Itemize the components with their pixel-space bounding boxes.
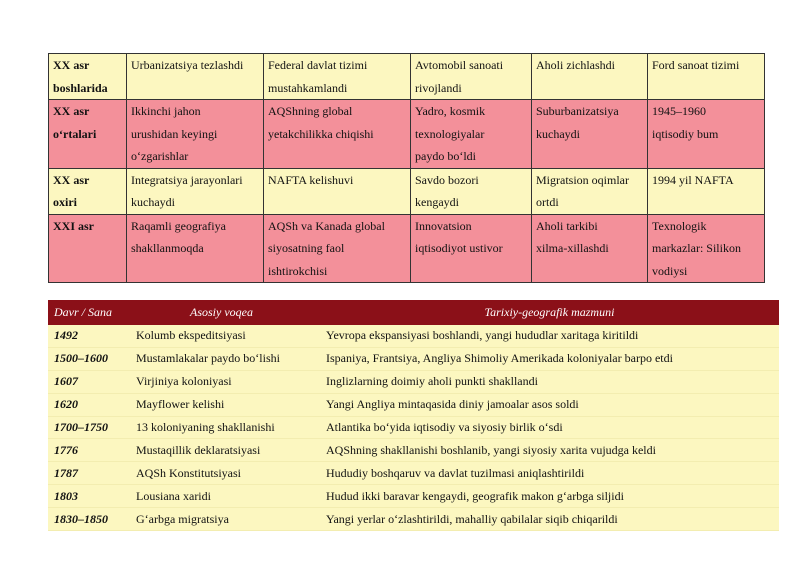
timeline-content: Ispaniya, Frantsiya, Angliya Shimoliy Amerikada koloniyalar barpo etdi (320, 347, 779, 370)
periods-table (48, 53, 765, 283)
period-cell-line: Ford sanoat tizimi (652, 58, 740, 72)
timeline-content: Hudud ikki baravar kengaydi, geografik makon gʻarbga siljidi (320, 485, 779, 508)
timeline-event: AQSh Konstitutsiyasi (130, 462, 320, 485)
period-cell-line: kuchaydi (536, 126, 580, 141)
period-cell-line: iqtisodiy bum (652, 126, 719, 141)
timeline-event: Mustaqillik deklaratsiyasi (130, 439, 320, 462)
period-cell-line: Aholi zichlashdi (536, 58, 615, 72)
period-cell-line: Migratsion oqimlar (536, 172, 629, 187)
period-cell (532, 54, 648, 100)
timeline-event: Kolumb ekspeditsiyasi (130, 325, 320, 347)
timeline-content: Yevropa ekspansiyasi boshlandi, yangi hududlar xaritaga kiritildi (320, 325, 779, 347)
timeline-event: Mayflower kelishi (130, 393, 320, 416)
timeline-event: Gʻarbga migratsiya (130, 508, 320, 531)
timeline-date: 1803 (48, 485, 130, 508)
period-cell (264, 54, 411, 100)
period-cell-line: ortdi (536, 195, 559, 209)
period-label-line: XX asr (53, 58, 90, 72)
period-row (49, 168, 765, 214)
period-cell-line: rivojlandi (415, 80, 462, 95)
period-cell-line: Texnologik (652, 218, 707, 233)
timeline-row (48, 370, 779, 393)
period-cell (127, 214, 264, 283)
period-label (49, 100, 127, 169)
timeline-date: 1500–1600 (48, 347, 130, 370)
timeline-header-row (48, 300, 779, 325)
timeline-event: Mustamlakalar paydo boʻlishi (130, 347, 320, 370)
timeline-table (48, 300, 779, 531)
timeline-content: Atlantika boʻyida iqtisodiy va siyosiy birlik oʻsdi (320, 416, 779, 439)
timeline-event: Lousiana xaridi (130, 485, 320, 508)
timeline-row (48, 416, 779, 439)
period-cell-line: Urbanizatsiya tezlashdi (131, 58, 244, 72)
period-cell (411, 168, 532, 214)
period-cell-line: markazlar: Silikon (652, 241, 741, 255)
period-cell (648, 100, 765, 169)
period-label (49, 54, 127, 100)
period-cell-line: texnologiyalar (415, 126, 485, 141)
period-cell (648, 54, 765, 100)
period-cell (127, 100, 264, 169)
period-cell-line: Savdo bozori (415, 172, 479, 187)
period-row (49, 100, 765, 169)
header-date: Davr / Sana (48, 300, 130, 325)
period-label-line: oxiri (53, 195, 77, 209)
period-cell (532, 100, 648, 169)
timeline-table-body (48, 325, 779, 531)
timeline-row (48, 325, 779, 347)
period-label (49, 214, 127, 283)
period-cell-line: AQSh va Kanada global (268, 218, 385, 233)
timeline-date: 1776 (48, 439, 130, 462)
header-content: Tarixiy-geografik mazmuni (320, 300, 779, 325)
period-cell-line: shakllanmoqda (131, 241, 204, 255)
period-cell-line: Innovatsion (415, 218, 472, 233)
period-cell (127, 168, 264, 214)
timeline-row (48, 439, 779, 462)
period-label-line: XXI asr (53, 218, 94, 233)
period-label-line: boshlarida (53, 80, 108, 95)
period-cell-line: Aholi tarkibi (536, 218, 598, 233)
timeline-row (48, 508, 779, 531)
period-cell-line: mustahkamlandi (268, 80, 348, 95)
period-cell-line: paydo boʻldi (415, 149, 476, 163)
period-cell-line: 1994 yil NAFTA (652, 172, 734, 187)
period-cell-line: siyosatning faol (268, 241, 345, 255)
timeline-event: Virjiniya koloniyasi (130, 370, 320, 393)
period-cell-line: 1945–1960 (652, 104, 706, 118)
period-label-line: oʻrtalari (53, 126, 97, 141)
timeline-row (48, 347, 779, 370)
timeline-date: 1830–1850 (48, 508, 130, 531)
period-cell (127, 54, 264, 100)
period-cell (648, 214, 765, 283)
period-cell-line: NAFTA kelishuvi (268, 172, 354, 187)
period-cell-line: Federal davlat tizimi (268, 58, 368, 72)
period-cell-line: oʻzgarishlar (131, 149, 189, 163)
timeline-content: Inglizlarning doimiy aholi punkti shakllandi (320, 370, 779, 393)
period-cell-line: vodiysi (652, 263, 688, 278)
timeline-row (48, 393, 779, 416)
header-event: Asosiy voqea (130, 300, 320, 325)
period-cell-line: Yadro, kosmik (415, 104, 486, 118)
period-cell (532, 168, 648, 214)
period-cell (411, 100, 532, 169)
period-cell-line: AQShning global (268, 104, 353, 118)
period-cell-line: Ikkinchi jahon (131, 104, 201, 118)
timeline-content: Yangi yerlar oʻzlashtirildi, mahalliy qabilalar siqib chiqarildi (320, 508, 779, 531)
period-cell-line: yetakchilikka chiqishi (268, 126, 374, 141)
period-cell-line: Integratsiya jarayonlari (131, 172, 243, 187)
period-row (49, 214, 765, 283)
period-cell-line: Suburbanizatsiya (536, 104, 619, 118)
period-cell (411, 214, 532, 283)
timeline-row (48, 462, 779, 485)
period-cell (264, 214, 411, 283)
period-cell-line: urushidan keyingi (131, 126, 218, 141)
period-cell-line: Avtomobil sanoati (415, 58, 504, 72)
period-cell (411, 54, 532, 100)
timeline-date: 1607 (48, 370, 130, 393)
timeline-row (48, 485, 779, 508)
timeline-date: 1787 (48, 462, 130, 485)
period-cell-line: kuchaydi (131, 195, 175, 209)
timeline-date: 1620 (48, 393, 130, 416)
period-cell-line: Raqamli geografiya (131, 218, 226, 233)
period-cell (264, 168, 411, 214)
period-cell (264, 100, 411, 169)
timeline-content: AQShning shakllanishi boshlanib, yangi siyosiy xarita vujudga keldi (320, 439, 779, 462)
period-cell (648, 168, 765, 214)
period-label-line: XX asr (53, 172, 90, 187)
timeline-date: 1700–1750 (48, 416, 130, 439)
timeline-content: Yangi Angliya mintaqasida diniy jamoalar asos soldi (320, 393, 779, 416)
period-label (49, 168, 127, 214)
period-cell (532, 214, 648, 283)
timeline-event: 13 koloniyaning shakllanishi (130, 416, 320, 439)
period-cell-line: ishtirokchisi (268, 263, 328, 278)
timeline-date: 1492 (48, 325, 130, 347)
period-cell-line: iqtisodiyot ustivor (415, 241, 503, 255)
periods-table-body (49, 54, 765, 283)
period-cell-line: kengaydi (415, 195, 459, 209)
period-cell-line: xilma-xillashdi (536, 241, 609, 255)
timeline-content: Hududiy boshqaruv va davlat tuzilmasi aniqlashtirildi (320, 462, 779, 485)
period-row (49, 54, 765, 100)
period-label-line: XX asr (53, 104, 90, 118)
